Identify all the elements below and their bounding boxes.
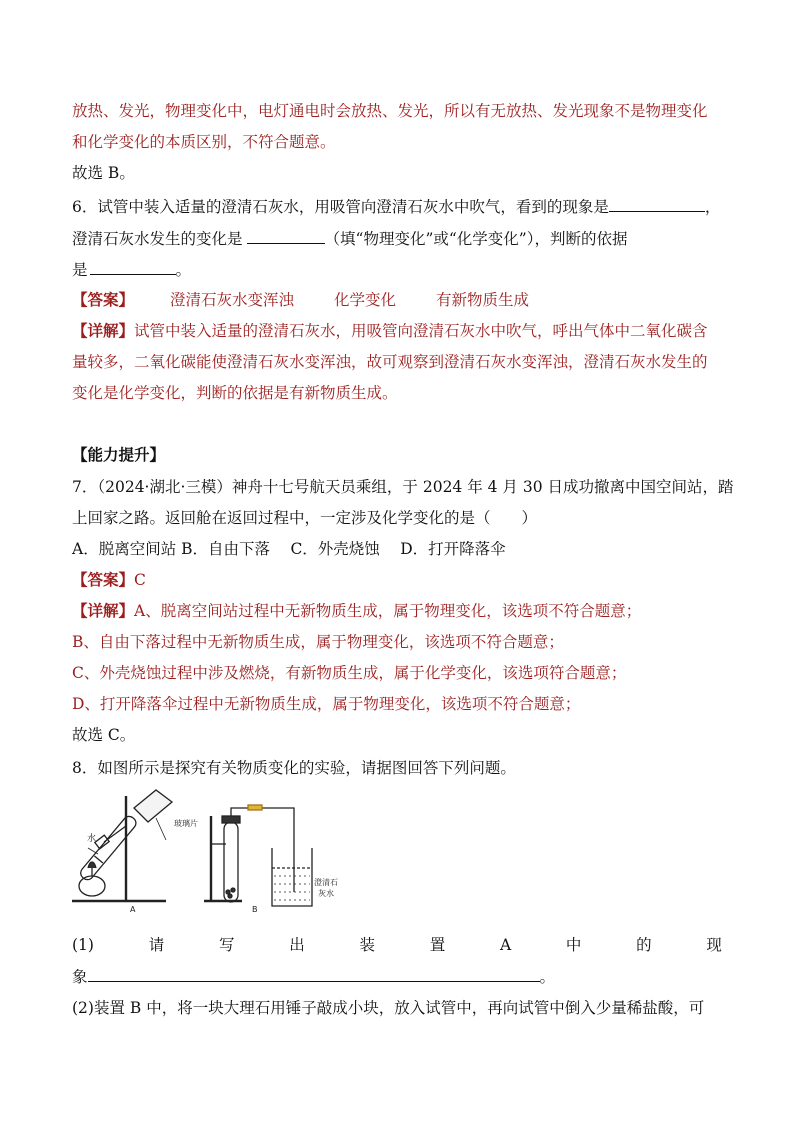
- q7-options: A．脱离空间站 B．自由下落 C．外壳烧蚀 D．打开降落伞: [72, 540, 506, 558]
- apparatus-a-test-tube: [78, 814, 138, 882]
- q6-stem-text-2a: 澄清石灰水发生的变化是: [72, 230, 243, 248]
- q8-sub1-word: 请: [148, 936, 165, 954]
- q7-answer: [72, 569, 146, 591]
- apparatus-b-test-tube: [222, 816, 240, 902]
- q7-detail-line-b: B、自由下落过程中无新物质生成，属于物理变化，该选项不符合题意；: [72, 633, 564, 651]
- q7-detail-tag: 【详解】: [72, 601, 135, 620]
- q8-sub1-word: (1): [72, 936, 94, 954]
- apparatus-b-beaker: [272, 848, 312, 906]
- q6-blank-2[interactable]: [247, 227, 325, 244]
- q7-answer-tag: 【答案】: [72, 570, 135, 589]
- q6-detail-text-1: 试管中装入适量的澄清石灰水，用吸管向澄清石灰水中吹气，呼出气体中二氧化碳含: [134, 322, 708, 340]
- q6-stem-text-3a: 是: [72, 261, 88, 279]
- q6-answer-1: 澄清石灰水变浑浊: [170, 291, 295, 309]
- q6-blank-1[interactable]: [609, 195, 705, 212]
- q6-answer-2: 化学变化: [334, 291, 397, 309]
- q8-sub1-word: 的: [636, 936, 652, 954]
- figure-label-lime-1: 澄清石: [314, 878, 338, 887]
- q6-stem-text-3b: 。: [175, 261, 192, 279]
- figure-label-lime-2: 灰水: [318, 889, 334, 898]
- q8-sub1-text-2a: 象: [72, 968, 88, 986]
- q8-sub1-word: 出: [289, 936, 305, 954]
- q7-answer-value: C: [134, 571, 146, 589]
- q8-sub1-text-2b: 。: [539, 968, 556, 986]
- q6-answer-tag: 【答案】: [72, 290, 135, 309]
- q8-sub1-word: 置: [429, 936, 446, 954]
- q8-sub2-line-1: (2)装置 B 中，将一块大理石用锤子敲成小块，放入试管中，再向试管中倒入少量稀盐酸，可: [72, 999, 705, 1017]
- q8-sub1-line-2: [72, 965, 555, 988]
- q8-sub1-word: 装: [359, 936, 375, 954]
- q6-stem-line-1: [72, 195, 720, 218]
- q6-blank-3[interactable]: [90, 258, 176, 275]
- q8-sub1-blank[interactable]: [88, 965, 540, 982]
- q6-detail-tag: 【详解】: [72, 321, 135, 340]
- prev-detail-line-2: 和化学变化的本质区别，不符合题意。: [72, 133, 336, 151]
- prev-conclusion: 故选 B。: [72, 164, 135, 182]
- q6-stem-text-2b: （填“物理变化”或“化学变化”），判断的依据: [324, 230, 628, 248]
- q6-answer-3: 有新物质生成: [436, 291, 530, 309]
- q6-stem-line-2: [72, 227, 627, 250]
- q7-detail-line-d: D、打开降落伞过程中无新物质生成，属于物理变化，该选项不符合题意；: [72, 695, 581, 713]
- figure-label-a: A: [130, 905, 136, 914]
- q8-sub1-word: A: [499, 936, 512, 954]
- q8-stem: 8．如图所示是探究有关物质变化的实验，请据图回答下列问题。: [72, 759, 516, 777]
- figure-label-water: 水: [87, 834, 97, 844]
- q8-sub1-word: 中: [565, 936, 582, 954]
- q7-conclusion: 故选 C。: [72, 726, 136, 744]
- q7-detail-line-c: C、外壳烧蚀过程中涉及燃烧，有新物质生成，属于化学变化，该选项符合题意；: [72, 664, 627, 682]
- q6-answer: [72, 289, 529, 311]
- figure-label-glass: 玻璃片: [174, 819, 198, 828]
- q7-detail-text-a: A、脱离空间站过程中无新物质生成，属于物理变化，该选项不符合题意；: [134, 602, 642, 620]
- apparatus-b-stand: [204, 816, 242, 901]
- q8-sub1-word: 写: [218, 936, 235, 954]
- q7-detail-line-a: [72, 600, 641, 622]
- apparatus-a-glass-plate: [134, 790, 172, 840]
- figure-label-b: B: [252, 905, 258, 914]
- q6-stem-line-3: [72, 258, 191, 281]
- q8-sub1-line-1: [72, 934, 722, 956]
- q8-apparatus-figure: [68, 788, 368, 918]
- q7-stem-line-1: 7．（2024·湖北·三模）神舟十七号航天员乘组，于 2024 年 4 月 30 日成功撤离中国空间站，踏: [72, 478, 734, 496]
- q6-stem-text-1: 6．试管中装入适量的澄清石灰水，用吸管向澄清石灰水中吹气，看到的现象是: [72, 198, 609, 216]
- q8-sub1-word: 现: [706, 936, 722, 954]
- q7-stem-line-2: 上回家之路。返回舱在返回过程中，一定涉及化学变化的是（ ）: [72, 509, 538, 527]
- q6-stem-end-1: ，: [704, 198, 721, 216]
- q6-detail-line-1: [72, 320, 708, 342]
- prev-detail-line-1: 放热、发光，物理变化中，电灯通电时会放热、发光，所以有无放热、发光现象不是物理变化: [72, 102, 708, 120]
- q6-detail-line-2: 量较多，二氧化碳能使澄清石灰水变浑浊，故可观察到澄清石灰水变浑浊，澄清石灰水发生的: [72, 353, 708, 371]
- q6-detail-line-3: 变化是化学变化，判断的依据是有新物质生成。: [72, 384, 398, 402]
- section-title: 【能力提升】: [72, 445, 166, 464]
